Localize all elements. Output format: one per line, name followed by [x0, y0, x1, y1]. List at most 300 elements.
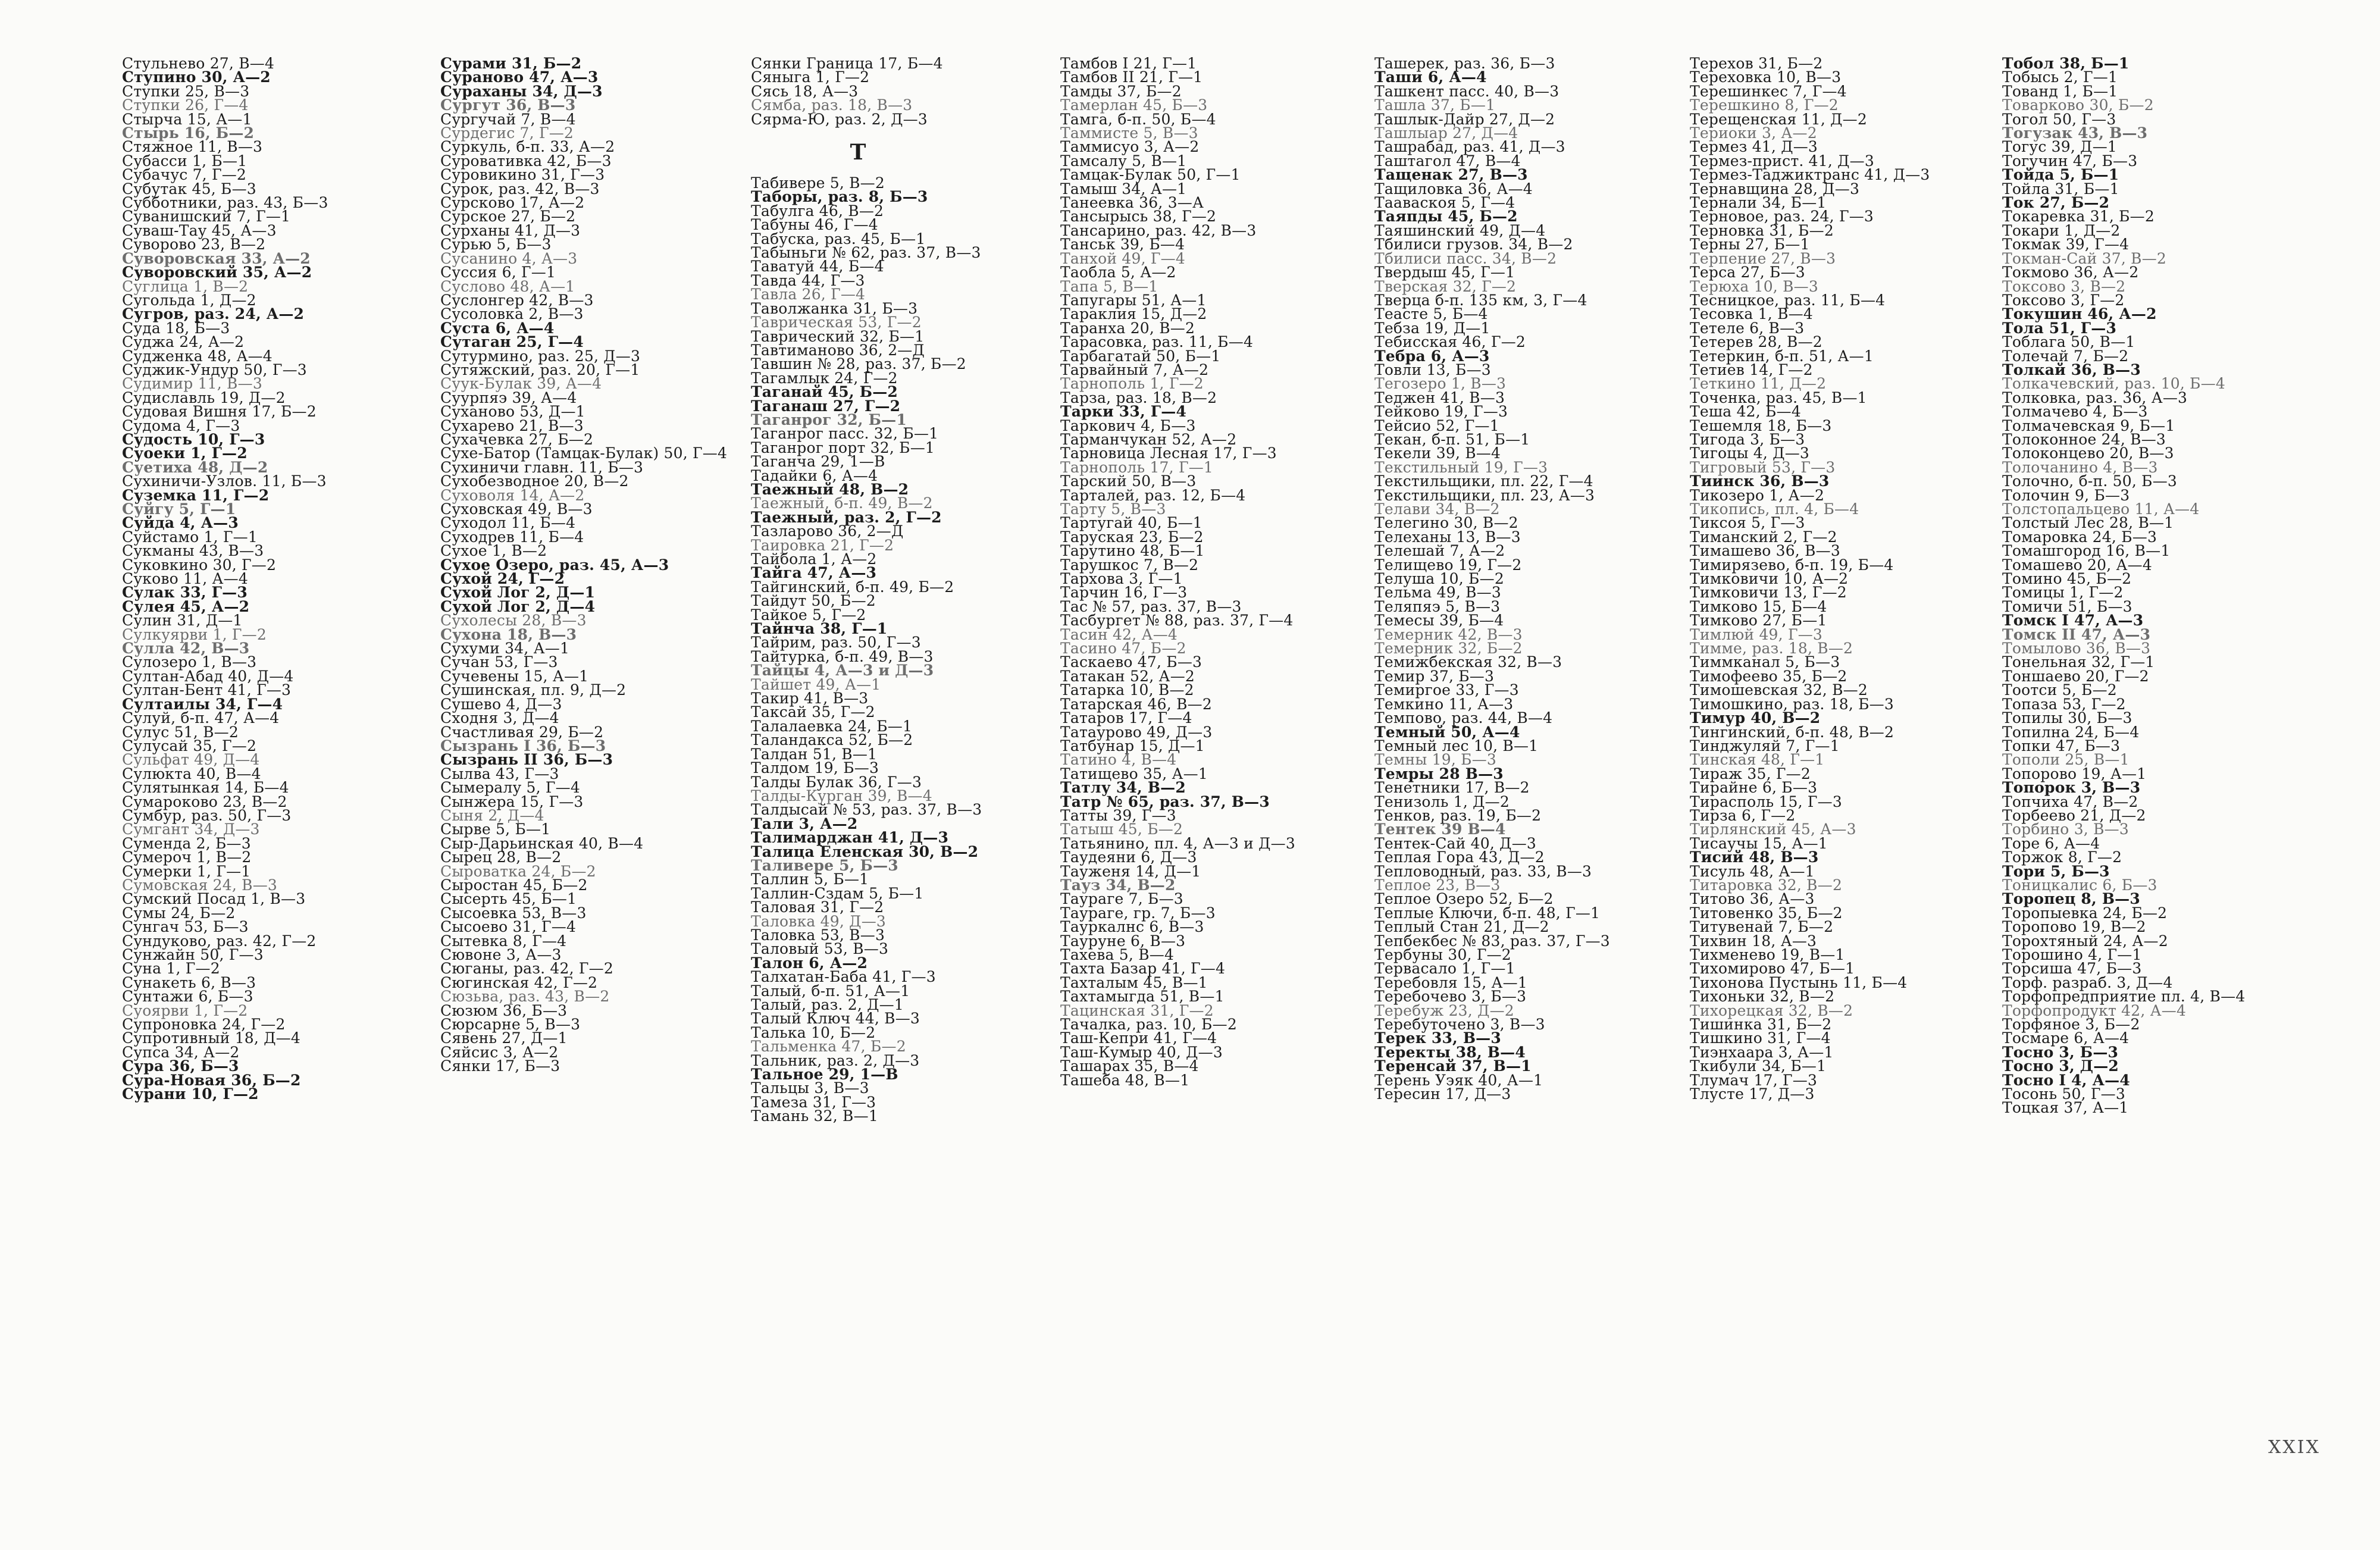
index-entry: Тавшин № 28, раз. 37, Б—2: [751, 355, 966, 373]
index-entry: Сучевены 15, А—1: [440, 667, 589, 685]
index-entry: Тимковичи 13, Г—2: [1690, 584, 1847, 602]
index-entry: Сухолесы 28, В—3: [440, 612, 587, 630]
index-entry: Тлумач 17, Г—3: [1690, 1071, 1818, 1089]
index-entry: Сутурмино, раз. 25, Д—3: [440, 347, 641, 365]
index-entry: Тоотси 5, Б—2: [2002, 681, 2117, 699]
index-entry: Танеевка 36, 3—А: [1060, 194, 1204, 212]
index-entry: Сурами 31, Б—2: [440, 55, 582, 72]
index-entry: Тайгинский, б-п. 49, Б—2: [751, 578, 954, 596]
index-entry: Тобол 38, Б—1: [2002, 55, 2130, 72]
index-entry: Терек 33, В—3: [1374, 1029, 1501, 1047]
index-entry: Торопово 19, В—2: [2002, 918, 2146, 936]
index-entry: Таобла 5, А—2: [1060, 264, 1176, 281]
index-entry: Топилна 24, Б—4: [2002, 723, 2140, 741]
index-entry: Торсиша 47, Б—3: [2002, 960, 2142, 978]
index-entry: Тосно 3, Б—3: [2002, 1043, 2119, 1061]
index-entry: Тесовка 1, В—4: [1690, 305, 1813, 323]
index-entry: Темижбекская 32, В—3: [1374, 653, 1562, 671]
index-entry: Таши 6, А—4: [1374, 68, 1487, 86]
index-entry: Тигода 3, Б—3: [1690, 430, 1805, 448]
index-entry: Талды Булак 36, Г—3: [751, 773, 922, 791]
index-entry: Суворово 23, В—2: [122, 236, 266, 253]
index-entry: Токман-Сай 37, В—2: [2002, 249, 2167, 267]
index-entry: Татино 4, В—4: [1060, 751, 1177, 769]
index-entry: Татарская 46, В—2: [1060, 695, 1212, 713]
index-entry: Тарасовка, раз. 11, Б—4: [1060, 333, 1254, 351]
index-entry: Ташеба 48, В—1: [1060, 1071, 1190, 1089]
index-entry: Торжок 8, Г—2: [2002, 848, 2122, 866]
index-entry: Тимково 15, Б—4: [1690, 597, 1827, 615]
index-entry: Торфопродукт 42, А—4: [2002, 1001, 2187, 1019]
index-entry: Сыня 2, Д—4: [440, 806, 544, 824]
index-entry: Таловка 53, В—3: [751, 926, 885, 944]
index-entry: Судженка 48, А—4: [122, 347, 273, 365]
index-entry: Теребуточено 3, В—3: [1374, 1016, 1545, 1034]
index-entry: Тимковичи 10, А—2: [1690, 570, 1849, 588]
index-entry: Термез-Таджиктранс 41, Д—3: [1690, 166, 1930, 184]
index-entry: Темпово, раз. 44, В—4: [1374, 709, 1553, 727]
index-entry: Темир 37, Б—3: [1374, 667, 1495, 685]
index-entry: Таранха 20, В—2: [1060, 319, 1195, 337]
index-entry: Текстильный 19, Г—3: [1374, 458, 1548, 476]
index-entry: Суворовский 35, А—2: [122, 264, 312, 281]
index-entry: Ташлык-Дайр 27, Д—2: [1374, 110, 1555, 128]
index-entry: Талица Еленская 30, В—2: [751, 843, 979, 860]
index-entry: Сухой Лог 2, Д—4: [440, 597, 596, 615]
index-entry: Тамань 32, В—1: [751, 1107, 878, 1125]
index-entry: Таежный, б-п. 49, В—2: [751, 494, 933, 512]
index-entry: Сурханы 41, Д—3: [440, 221, 581, 239]
index-entry: Тамсалу 5, В—1: [1060, 152, 1187, 170]
index-entry: Тинская 48, Г—1: [1690, 751, 1825, 769]
index-entry: Ташлыар 27, Д—4: [1374, 124, 1518, 142]
index-entry: Сухе-Батор (Тамцак-Булак) 50, Г—4: [440, 444, 728, 462]
index-entry: Тосмаре 6, А—4: [2002, 1029, 2130, 1047]
index-entry: Тальник, раз. 2, Д—3: [751, 1051, 920, 1069]
index-entry: Тирлянский 45, А—3: [1690, 821, 1856, 838]
index-entry: Тербуны 30, Г—2: [1374, 946, 1511, 963]
index-entry: Тейково 19, Г—3: [1374, 403, 1508, 421]
index-entry: Тиммканал 5, Б—3: [1690, 653, 1840, 671]
index-entry: Талдысай № 53, раз. 37, В—3: [751, 801, 982, 819]
index-entry: Сутаган 25, Г—4: [440, 333, 584, 351]
index-entry: Таганча 29, 1—В: [751, 453, 885, 471]
index-entry: Сухарево 21, В—3: [440, 417, 584, 434]
index-entry: Суркуль, б-п. 33, А—2: [440, 138, 615, 156]
index-entry: Сусоловка 2, В—3: [440, 305, 584, 323]
index-entry: Сысерть 45, Б—1: [440, 890, 577, 908]
index-entry: Таураге 7, Б—3: [1060, 890, 1183, 908]
index-entry: Тихоньки 32, В—2: [1690, 988, 1835, 1006]
index-entry: Тайрим, раз. 50, Г—3: [751, 634, 921, 652]
index-entry: Тарбагатай 50, Б—1: [1060, 347, 1221, 365]
index-entry: Тойла 31, Б—1: [2002, 180, 2119, 198]
index-entry: Таганрог порт 32, Б—1: [751, 439, 935, 456]
index-entry: Сухой Лог 2, Д—1: [440, 584, 596, 602]
index-entry: Суджа 24, А—2: [122, 333, 245, 351]
index-entry: Тамеза 31, Г—3: [751, 1093, 876, 1111]
index-entry: Таврическая 53, Г—2: [751, 314, 922, 331]
index-entry: Суровативка 42, Б—3: [440, 152, 612, 170]
index-entry: Тоблага 50, В—1: [2002, 333, 2135, 351]
index-entry: Телуша 10, Б—2: [1374, 570, 1504, 588]
index-entry: Сянки 17, Б—3: [440, 1057, 560, 1075]
index-entry: Субачус 7, Г—2: [122, 166, 247, 184]
index-entry: Тосно 3, Д—2: [2002, 1057, 2119, 1075]
index-entry: Таливере 5, Б—3: [751, 856, 898, 874]
index-entry: Тимофеево 35, Б—2: [1690, 667, 1847, 685]
index-entry: Тиинск 36, В—3: [1690, 472, 1830, 490]
index-entry: Татакан 52, А—2: [1060, 667, 1195, 685]
index-entry: Судимир 11, В—3: [122, 375, 262, 393]
index-entry: Терюха 10, В—3: [1690, 277, 1818, 295]
index-entry: Супроновка 24, Г—2: [122, 1016, 286, 1034]
index-entry: Супса 34, А—2: [122, 1043, 240, 1061]
index-column: [1690, 57, 1987, 1101]
index-entry: Токмак 39, Г—4: [2002, 236, 2130, 253]
index-entry: Сухобезводное 20, В—2: [440, 472, 629, 490]
index-entry: Суваш-Тау 45, А—3: [122, 221, 277, 239]
index-entry: Таежный, раз. 2, Г—2: [751, 508, 942, 526]
index-entry: Тауз 34, В—2: [1060, 876, 1176, 894]
index-entry: Султаилы 34, Г—4: [122, 695, 283, 713]
index-entry: Томылово 36, В—3: [2002, 640, 2151, 657]
index-entry: Суховская 49, В—3: [440, 500, 593, 518]
index-entry: Суглица 1, В—2: [122, 277, 249, 295]
index-entry: Тихвин 18, А—3: [1690, 932, 1817, 950]
index-entry: Сугольда 1, Д—2: [122, 291, 256, 309]
index-entry: Токушин 46, А—2: [2002, 305, 2157, 323]
index-entry: Теша 42, Б—4: [1690, 403, 1801, 421]
index-entry: Таировка 21, Г—2: [751, 536, 894, 554]
index-entry: Терпение 27, В—3: [1690, 249, 1836, 267]
index-entry: Таркович 4, Б—3: [1060, 417, 1196, 434]
index-entry: Сурью 5, Б—3: [440, 236, 552, 253]
index-entry: Тори 5, Б—3: [2002, 862, 2110, 880]
index-entry: Таураге, гр. 7, Б—3: [1060, 904, 1216, 922]
index-entry: Тингинский, б-п. 48, В—2: [1690, 723, 1894, 741]
index-entry: Таудеяни 6, Д—3: [1060, 848, 1197, 866]
index-entry: Терновка 31, Б—2: [1690, 221, 1834, 239]
index-entry: Темерник 42, В—3: [1374, 625, 1523, 643]
index-entry: Тарза, раз. 18, В—2: [1060, 389, 1217, 406]
index-entry: Тенков, раз. 19, Б—2: [1374, 806, 1542, 824]
index-entry: Томашгород 16, В—1: [2002, 542, 2171, 560]
index-entry: Ступино 30, А—2: [122, 68, 271, 86]
index-entry: Томаровка 24, Б—3: [2002, 528, 2157, 546]
index-entry: Термез-прист. 41, Д—3: [1690, 152, 1874, 170]
index-entry: Текели 39, В—4: [1374, 444, 1501, 462]
index-entry: Топилы 30, Б—3: [2002, 709, 2132, 727]
index-entry: Судома 4, Г—3: [122, 417, 240, 434]
index-entry: Тлусте 17, Д—3: [1690, 1085, 1815, 1103]
index-entry: Тарки 33, Г—4: [1060, 403, 1187, 421]
index-entry: Толечай 7, Б—2: [2002, 347, 2129, 365]
index-entry: Сунгач 53, Б—3: [122, 918, 249, 936]
index-entry: Толмачево 4, Б—3: [2002, 403, 2148, 421]
index-entry: Сюрсарне 5, В—3: [440, 1016, 581, 1034]
index-entry: Терень Уэяк 40, А—1: [1374, 1071, 1543, 1089]
index-entry: Табыньги № 62, раз. 37, В—3: [751, 244, 981, 262]
index-entry: Телеханы 13, В—3: [1374, 528, 1521, 546]
index-entry: Тола 51, Г—3: [2002, 319, 2117, 337]
index-entry: Татыш 45, Б—2: [1060, 821, 1183, 838]
index-entry: Топаза 53, Г—2: [2002, 695, 2126, 713]
index-entry: Толочин 9, Б—3: [2002, 486, 2130, 504]
index-entry: Темный лес 10, В—1: [1374, 737, 1539, 754]
index-entry: Суково 11, А—4: [122, 570, 248, 588]
index-entry: Толкачевский, раз. 10, Б—4: [2002, 375, 2225, 393]
index-entry: Талон 6, А—2: [751, 954, 868, 972]
index-entry: Тикопись, пл. 4, Б—4: [1690, 500, 1859, 518]
index-entry: Сурок, раз. 42, В—3: [440, 180, 600, 198]
index-entry: Тетерев 28, В—2: [1690, 333, 1822, 351]
index-entry: Тарчин 16, Г—3: [1060, 584, 1188, 602]
index-entry: Стяжное 11, В—3: [122, 138, 263, 156]
index-entry: Тамерлан 45, Б—3: [1060, 96, 1208, 114]
index-entry: Субутак 45, Б—3: [122, 180, 256, 198]
index-entry: Тетиев 14, Г—2: [1690, 361, 1813, 378]
index-entry: Торопыевка 24, Б—2: [2002, 904, 2168, 922]
index-entry: Суна 1, Г—2: [122, 960, 220, 978]
index-entry: Томск I 47, А—3: [2002, 612, 2144, 630]
index-entry: Толстый Лес 28, В—1: [2002, 514, 2174, 532]
index-entry: Темный 50, А—4: [1374, 723, 1520, 741]
index-entry: Сяныга 1, Г—2: [751, 68, 870, 86]
index-entry: Суковкино 30, Г—2: [122, 556, 277, 574]
section-letter-heading: Т: [850, 140, 866, 165]
index-entry: Таш-Кумыр 40, Д—3: [1060, 1043, 1223, 1061]
index-entry: Сыр-Дарьинская 40, В—4: [440, 834, 644, 852]
index-entry: Торопец 8, В—3: [2002, 890, 2140, 908]
index-column: [440, 57, 738, 1073]
index-entry: Сямба, раз. 18, В—3: [751, 96, 913, 114]
index-entry: Такир 41, В—3: [751, 690, 869, 707]
index-entry: Толкай 36, В—3: [2002, 361, 2141, 378]
index-entry: Теребочево 3, Б—3: [1374, 988, 1527, 1006]
index-entry: Ташерек, раз. 36, Б—3: [1374, 55, 1555, 72]
index-entry: Тарнополь 17, Г—1: [1060, 458, 1214, 476]
index-entry: Таватуй 44, Б—4: [751, 258, 884, 275]
index-entry: Тернали 34, Б—1: [1690, 194, 1827, 212]
index-entry: Торе 6, А—4: [2002, 834, 2100, 852]
index-entry: Тасбургет № 88, раз. 37, Г—4: [1060, 612, 1294, 630]
index-entry: Талый, б-п. 51, А—1: [751, 982, 910, 1000]
index-entry: Талхатан-Баба 41, Г—3: [751, 968, 936, 986]
index-entry: Тавтиманово 36, 2—Д: [751, 341, 925, 359]
index-entry: Толочно, б-п. 50, Б—3: [2002, 472, 2178, 490]
index-entry: Тишинка 31, Б—2: [1690, 1016, 1832, 1034]
index-entry: Суслово 48, А—1: [440, 277, 575, 295]
index-entry: Теплый Стан 21, Д—2: [1374, 918, 1549, 936]
index-entry: Тоншаево 20, Г—2: [2002, 667, 2149, 685]
index-entry: Талька 10, Б—2: [751, 1023, 876, 1041]
index-entry: Татьянино, пл. 4, А—3 и Д—3: [1060, 834, 1295, 852]
index-entry: Таганаш 27, Г—2: [751, 397, 901, 415]
index-entry: Тихонова Пустынь 11, Б—4: [1690, 973, 1908, 991]
index-entry: Суйда 4, А—3: [122, 514, 239, 532]
index-entry: Таловая 31, Г—2: [751, 898, 884, 916]
index-entry: Сулусай 35, Г—2: [122, 737, 257, 754]
index-entry: Тарновица Лесная 17, Г—3: [1060, 444, 1277, 462]
index-entry: Сумовская 24, В—3: [122, 876, 278, 894]
index-entry: Тетеле 6, В—3: [1690, 319, 1805, 337]
index-entry: Стульнево 27, В—4: [122, 55, 275, 72]
index-entry: Сюганы, раз. 42, Г—2: [440, 960, 613, 978]
index-entry: Сяйсис 3, А—2: [440, 1043, 559, 1061]
index-entry: Таштагол 47, В—4: [1374, 152, 1521, 170]
index-entry: Тервасало 1, Г—1: [1374, 960, 1515, 978]
index-entry: Талды-Курган 39, В—4: [751, 787, 932, 804]
index-column: [751, 57, 1048, 1123]
index-entry: Териоки 3, А—2: [1690, 124, 1817, 142]
index-entry: Тальменка 47, Б—2: [751, 1038, 906, 1056]
index-entry: Тавда 44, Г—3: [751, 271, 865, 289]
index-entry: Суходрев 11, Б—4: [440, 528, 584, 546]
index-entry: Тасин 42, А—4: [1060, 625, 1178, 643]
index-entry: Тиманский 2, Г—2: [1690, 528, 1837, 546]
index-entry: Талый Ключ 44, В—3: [751, 1010, 920, 1028]
index-entry: Тапугары 51, А—1: [1060, 291, 1207, 309]
index-entry: Тальцы 3, В—3: [751, 1079, 869, 1097]
index-entry: Сунакеть 6, В—3: [122, 973, 256, 991]
index-entry: Сухиничи-Узлов. 11, Б—3: [122, 472, 327, 490]
index-entry: Терешкино 8, Г—2: [1690, 96, 1839, 114]
index-entry: Тверская 32, Г—2: [1374, 277, 1517, 295]
index-entry: Тогузак 43, В—3: [2002, 124, 2148, 142]
index-entry: Тансырысь 38, Г—2: [1060, 208, 1217, 226]
index-entry: Тишкино 31, Г—4: [1690, 1029, 1831, 1047]
index-entry: Таллин 5, Б—1: [751, 870, 869, 888]
index-entry: Талимарджан 41, Д—3: [751, 829, 949, 847]
index-entry: Тимошевская 32, В—2: [1690, 681, 1868, 699]
index-entry: Тарту 5, В—3: [1060, 500, 1166, 518]
index-entry: Сушинская, пл. 9, Д—2: [440, 681, 627, 699]
index-entry: Томск II 47, А—3: [2002, 625, 2151, 643]
index-entry: Таш-Кепри 41, Г—4: [1060, 1029, 1217, 1047]
index-entry: Татаров 17, Г—4: [1060, 709, 1192, 727]
index-entry: Торфопредприятие пл. 4, В—4: [2002, 988, 2246, 1006]
index-entry: Тайга 47, А—3: [751, 564, 877, 582]
index-entry: Сулин 31, Д—1: [122, 612, 243, 630]
index-entry: Торохтяный 24, А—2: [2002, 932, 2168, 950]
index-entry: Тисаучы 15, А—1: [1690, 834, 1828, 852]
index-entry: Тагамлык 24, Г—2: [751, 369, 898, 387]
index-entry: Тазларово 36, 2—Д: [751, 522, 904, 540]
index-entry: Судость 10, Г—3: [122, 430, 265, 448]
index-entry: Теректы 38, В—4: [1374, 1043, 1526, 1061]
index-entry: Тимково 27, Б—1: [1690, 612, 1827, 630]
index-entry: Тополи 25, В—1: [2002, 751, 2130, 769]
index-entry: Телави 34, В—2: [1374, 500, 1500, 518]
index-entry: Термез 41, Д—3: [1690, 138, 1818, 156]
index-entry: Сундуково, раз. 42, Г—2: [122, 932, 317, 950]
index-entry: Тбилиси грузов. 34, В—2: [1374, 236, 1573, 253]
index-entry: Тали 3, А—2: [751, 815, 858, 832]
index-entry: Суйстамо 1, Г—1: [122, 528, 258, 546]
index-entry: Стырь 16, Б—2: [122, 124, 255, 142]
index-entry: Сылва 43, Г—3: [440, 765, 559, 782]
index-entry: Тартугай 40, Б—1: [1060, 514, 1202, 532]
index-entry: Тентек 39 В—4: [1374, 821, 1506, 838]
index-entry: Сухое Озеро, раз. 45, А—3: [440, 556, 669, 574]
index-entry: Сукманы 43, В—3: [122, 542, 264, 560]
index-entry: Тогучин 47, Б—3: [2002, 152, 2138, 170]
index-entry: Тетеркин, б-п. 51, А—1: [1690, 347, 1874, 365]
index-entry: Талдан 51, В—1: [751, 745, 878, 763]
index-entry: Тамды 37, Б—2: [1060, 82, 1182, 100]
index-entry: Тайцы 4, А—3 и Д—3: [751, 662, 934, 680]
index-entry: Татр № 65, раз. 37, В—3: [1060, 793, 1270, 810]
index-entry: Ток 27, Б—2: [2002, 194, 2110, 212]
index-entry: Суда 18, Б—3: [122, 319, 230, 337]
index-entry: Тельма 49, В—3: [1374, 584, 1502, 602]
index-entry: Таганрог пасс. 32, Б—1: [751, 425, 939, 443]
index-entry: Терешинкес 7, Г—4: [1690, 82, 1847, 100]
index-entry: Ташрабад, раз. 41, Д—3: [1374, 138, 1565, 156]
index-entry: Толоконное 24, В—3: [2002, 430, 2166, 448]
index-entry: Тегозеро 1, В—3: [1374, 375, 1507, 393]
index-entry: Тамыш 34, А—1: [1060, 180, 1187, 198]
index-entry: Сучан 53, Г—3: [440, 653, 558, 671]
index-entry: Сурдегис 7, Г—2: [440, 124, 574, 142]
index-column: [1374, 57, 1672, 1101]
index-entry: Тирза 6, Г—2: [1690, 806, 1796, 824]
index-entry: Талый, раз. 2, Д—1: [751, 996, 904, 1013]
index-entry: Тапа 5, В—1: [1060, 277, 1158, 295]
index-entry: Сунжайн 50, Г—3: [122, 946, 264, 963]
index-entry: Тайтурка, б-п. 49, В—3: [751, 647, 934, 665]
index-entry: Толоконцево 20, В—3: [2002, 444, 2174, 462]
index-entry: Теляпяэ 5, В—3: [1374, 597, 1501, 615]
index-entry: Татаурово 49, Д—3: [1060, 723, 1213, 741]
index-entry: Тайшет 49, А—1: [751, 675, 881, 693]
index-entry: Темесы 39, Б—4: [1374, 612, 1504, 630]
index-entry: Таежный 48, В—2: [751, 480, 909, 498]
index-entry: Тамцак-Булак 50, Г—1: [1060, 166, 1241, 184]
index-entry: Теплые Ключи, б-п. 48, Г—1: [1374, 904, 1601, 922]
index-entry: Тешемля 18, Б—3: [1690, 417, 1832, 434]
index-entry: Сумероч 1, В—2: [122, 848, 252, 866]
index-entry: Текан, б-п. 51, Б—1: [1374, 430, 1530, 448]
index-entry: Ташкент пасс. 40, В—3: [1374, 82, 1559, 100]
index-entry: Субасси 1, Б—1: [122, 152, 248, 170]
index-entry: Тадайки 6, А—4: [751, 466, 878, 484]
index-entry: Тонельная 32, Г—1: [2002, 653, 2155, 671]
index-entry: Сясь 18, А—3: [751, 82, 859, 100]
index-entry: Теджен 41, В—3: [1374, 389, 1505, 406]
index-column: [2002, 57, 2300, 1115]
index-entry: Тобысь 2, Г—1: [2002, 68, 2118, 86]
index-entry: Тахтамыгда 51, В—1: [1060, 988, 1225, 1006]
index-entry: Сурское 27, Б—2: [440, 208, 576, 226]
index-entry: Сухона 18, В—3: [440, 625, 577, 643]
index-entry: Талалаевка 24, Б—1: [751, 717, 913, 735]
index-entry: Сураханы 34, Д—3: [440, 82, 603, 100]
index-entry: Сысоево 31, Г—4: [440, 918, 577, 936]
index-entry: Текстильщики, пл. 23, А—3: [1374, 486, 1595, 504]
index-entry: Сураново 47, А—3: [440, 68, 599, 86]
index-entry: Тебра 6, А—3: [1374, 347, 1490, 365]
index-entry: Сурсково 17, А—2: [440, 194, 585, 212]
index-entry: Теплое Озеро 52, Б—2: [1374, 890, 1554, 908]
page-number: XXIX: [2268, 1437, 2320, 1458]
index-entry: Торф. разраб. 3, Д—4: [2002, 973, 2173, 991]
index-entry: Сумгант 34, Д—3: [122, 821, 260, 838]
index-entry: Суйгу 5, Г—1: [122, 500, 236, 518]
index-entry: Судиславль 19, Д—2: [122, 389, 286, 406]
index-entry: Тарнополь 1, Г—2: [1060, 375, 1204, 393]
